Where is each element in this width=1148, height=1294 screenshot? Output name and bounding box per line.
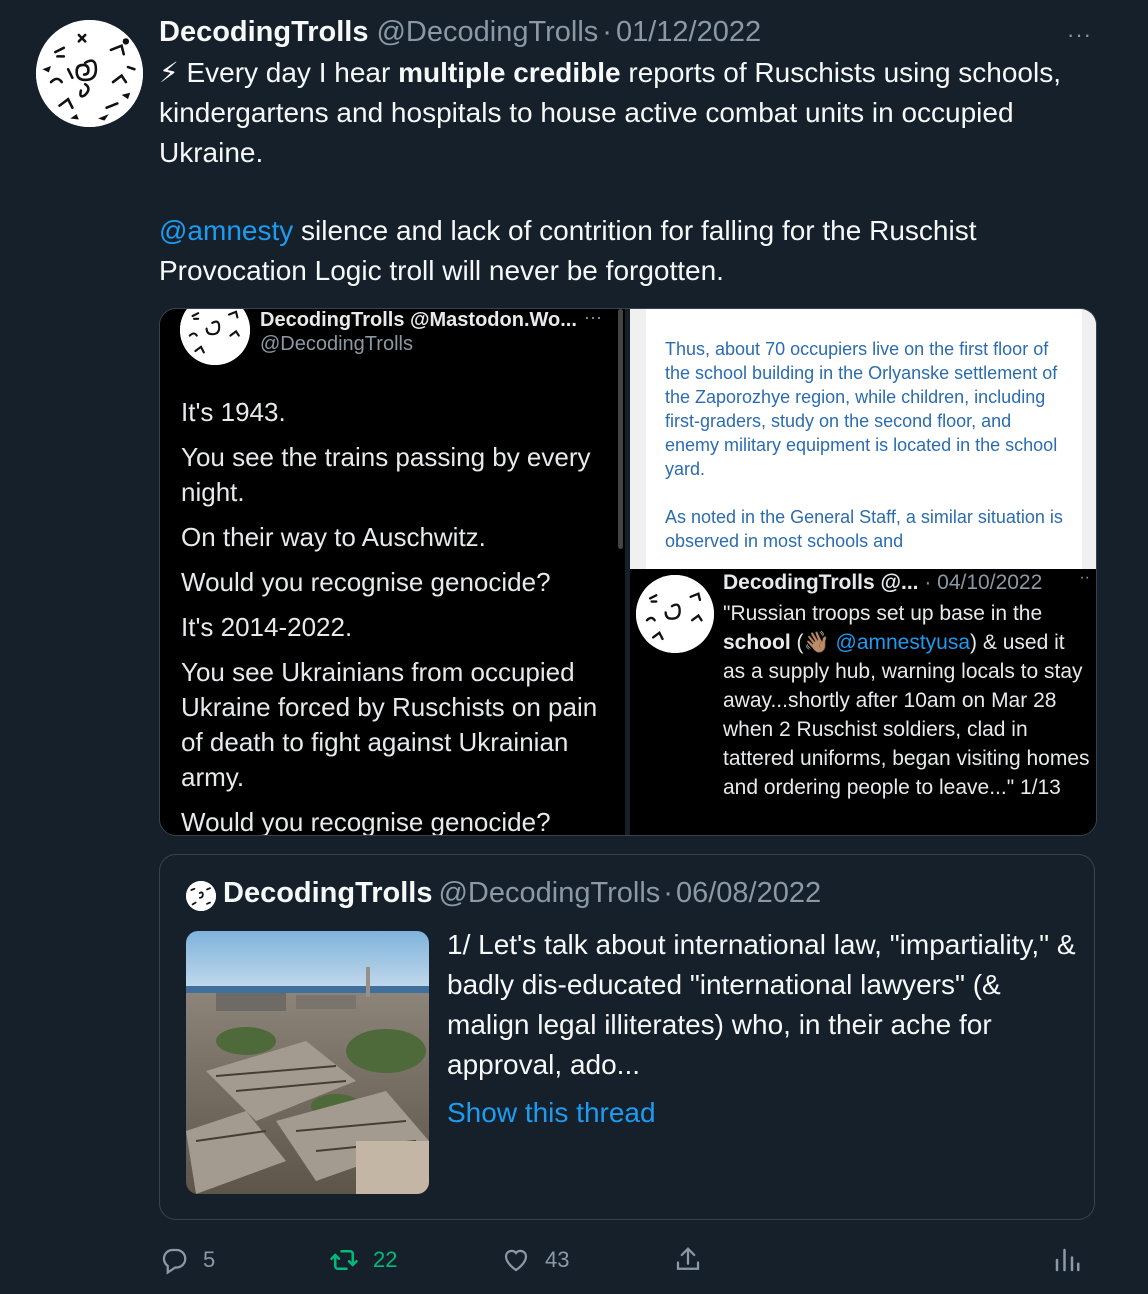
reply-count: 5 bbox=[203, 1247, 216, 1272]
share-button[interactable] bbox=[673, 1238, 717, 1282]
screenshot-author-name: DecodingTrolls @... bbox=[723, 571, 919, 594]
media-grid bbox=[159, 308, 1097, 836]
screenshot-text-segment: (👋🏽 bbox=[790, 631, 836, 654]
analytics-button[interactable] bbox=[1052, 1238, 1096, 1282]
author-name[interactable]: DecodingTrolls bbox=[159, 15, 369, 48]
header-separator: · bbox=[602, 15, 612, 48]
more-options-icon[interactable]: ··· bbox=[1067, 22, 1092, 47]
screenshot-line: Would you recognise genocide? bbox=[181, 567, 551, 597]
tweet-date[interactable]: 01/12/2022 bbox=[615, 15, 762, 48]
screenshot-line: You see Ukrainians from occupied Ukraine forced by Ruschists on pain of death to fight against Ukrainian army. bbox=[181, 657, 598, 792]
avatar-pattern-icon bbox=[36, 20, 143, 127]
quoted-text: 1/ Let's talk about international law, "impartiality," & badly dis-educated "international lawyers" (& malign legal illiterates) who, in their ache for approval, ado... bbox=[447, 929, 1076, 1080]
reply-button[interactable] bbox=[159, 1238, 215, 1282]
avatar-pattern-icon bbox=[186, 881, 216, 911]
screenshot-edge bbox=[1082, 309, 1096, 569]
screenshot-author-handle: @DecodingTrolls bbox=[260, 333, 413, 355]
screenshot-text-segment: ) & used it as a supply hub, warning locals to stay away...shortly after 10am on Mar 28 when 2 Ruschist soldiers, clad in tattered uniforms, began visiting homes and ordering people to leave..." 1/13 bbox=[723, 631, 1090, 799]
like-count: 43 bbox=[545, 1247, 570, 1272]
screenshot-line: It's 1943. bbox=[181, 397, 286, 427]
quoted-tweet[interactable] bbox=[159, 854, 1095, 1220]
retweet-count: 22 bbox=[373, 1247, 398, 1272]
quoted-date: 06/08/2022 bbox=[675, 877, 822, 909]
tweet-text-segment: reports of Ruschists using schools, kindergartens and hospitals to house active combat units in occupied Ukraine. bbox=[159, 57, 1062, 168]
screenshot-text bbox=[181, 395, 611, 835]
screenshot-scrollbar bbox=[618, 309, 623, 549]
show-thread-link[interactable]: Show this thread bbox=[447, 1097, 656, 1128]
media-screenshot-1[interactable] bbox=[160, 309, 625, 835]
media-screenshot-2[interactable] bbox=[630, 309, 1096, 569]
avatar-pattern-icon bbox=[180, 309, 250, 365]
screenshot-line: It's 2014-2022. bbox=[181, 612, 353, 642]
screenshot-text-segment: "Russian troops set up base in the bbox=[723, 602, 1043, 625]
author-handle[interactable]: @DecodingTrolls bbox=[376, 15, 599, 48]
article-paragraph: As noted in the General Staff, a similar situation is observed in most schools and bbox=[665, 507, 1063, 551]
quoted-author-avatar bbox=[186, 881, 216, 911]
screenshot-text bbox=[723, 599, 1091, 802]
tweet-paragraph-1 bbox=[159, 53, 1079, 173]
quoted-separator: · bbox=[663, 877, 673, 909]
retweet-button[interactable] bbox=[329, 1238, 397, 1282]
tweet-header bbox=[159, 14, 761, 50]
screenshot-date: · 04/10/2022 bbox=[924, 571, 1043, 594]
share-icon bbox=[673, 1245, 703, 1275]
retweet-icon bbox=[329, 1245, 359, 1275]
article-paragraph: Thus, about 70 occupiers live on the first floor of the school building in the Orlyanske settlement of the Zaporozhye region, while children, including first-graders, study on the second floor, and enemy military equipment is located in the school yard. bbox=[665, 339, 1058, 479]
quoted-author-handle: @DecodingTrolls bbox=[438, 877, 661, 909]
like-button[interactable] bbox=[501, 1238, 569, 1282]
screenshot-mention: @amnestyusa bbox=[835, 631, 971, 654]
city-ruins-photo bbox=[186, 931, 429, 1194]
screenshot-line: On their way to Auschwitz. bbox=[181, 522, 486, 552]
reply-icon bbox=[159, 1245, 189, 1275]
screenshot-line: You see the trains passing by every night. bbox=[181, 442, 591, 507]
screenshot-header bbox=[723, 571, 1042, 595]
quoted-author-name: DecodingTrolls bbox=[223, 877, 433, 909]
screenshot-edge bbox=[630, 309, 646, 569]
tweet-body bbox=[159, 53, 1079, 291]
avatar-pattern-icon bbox=[636, 575, 714, 653]
mention-link[interactable]: @amnesty bbox=[159, 215, 294, 246]
tweet-text-bold: multiple credible bbox=[398, 57, 621, 88]
analytics-icon bbox=[1052, 1245, 1082, 1275]
tweet-paragraph-2 bbox=[159, 211, 1079, 291]
author-avatar[interactable] bbox=[36, 20, 143, 127]
media-screenshot-3[interactable] bbox=[630, 569, 1096, 835]
screenshot-more-icon: ··· bbox=[584, 309, 602, 327]
tweet-text-segment: silence and lack of contrition for falling for the Ruschist Provocation Logic troll will never be forgotten. bbox=[159, 215, 977, 286]
screenshot-line: Would you recognise genocide? bbox=[181, 807, 551, 835]
tweet-text-segment: ⚡ Every day I hear bbox=[159, 57, 399, 88]
heart-icon bbox=[501, 1245, 531, 1275]
screenshot-more-icon: ·· bbox=[1079, 569, 1090, 586]
screenshot-author-name: DecodingTrolls @Mastodon.Wo... bbox=[260, 309, 577, 331]
screenshot-avatar bbox=[180, 309, 250, 365]
quoted-header bbox=[223, 877, 821, 910]
action-bar bbox=[159, 1238, 1095, 1282]
screenshot-article-text bbox=[665, 337, 1065, 569]
quoted-image[interactable] bbox=[186, 931, 429, 1194]
screenshot-avatar bbox=[636, 575, 714, 653]
screenshot-text-bold: school bbox=[723, 631, 791, 654]
